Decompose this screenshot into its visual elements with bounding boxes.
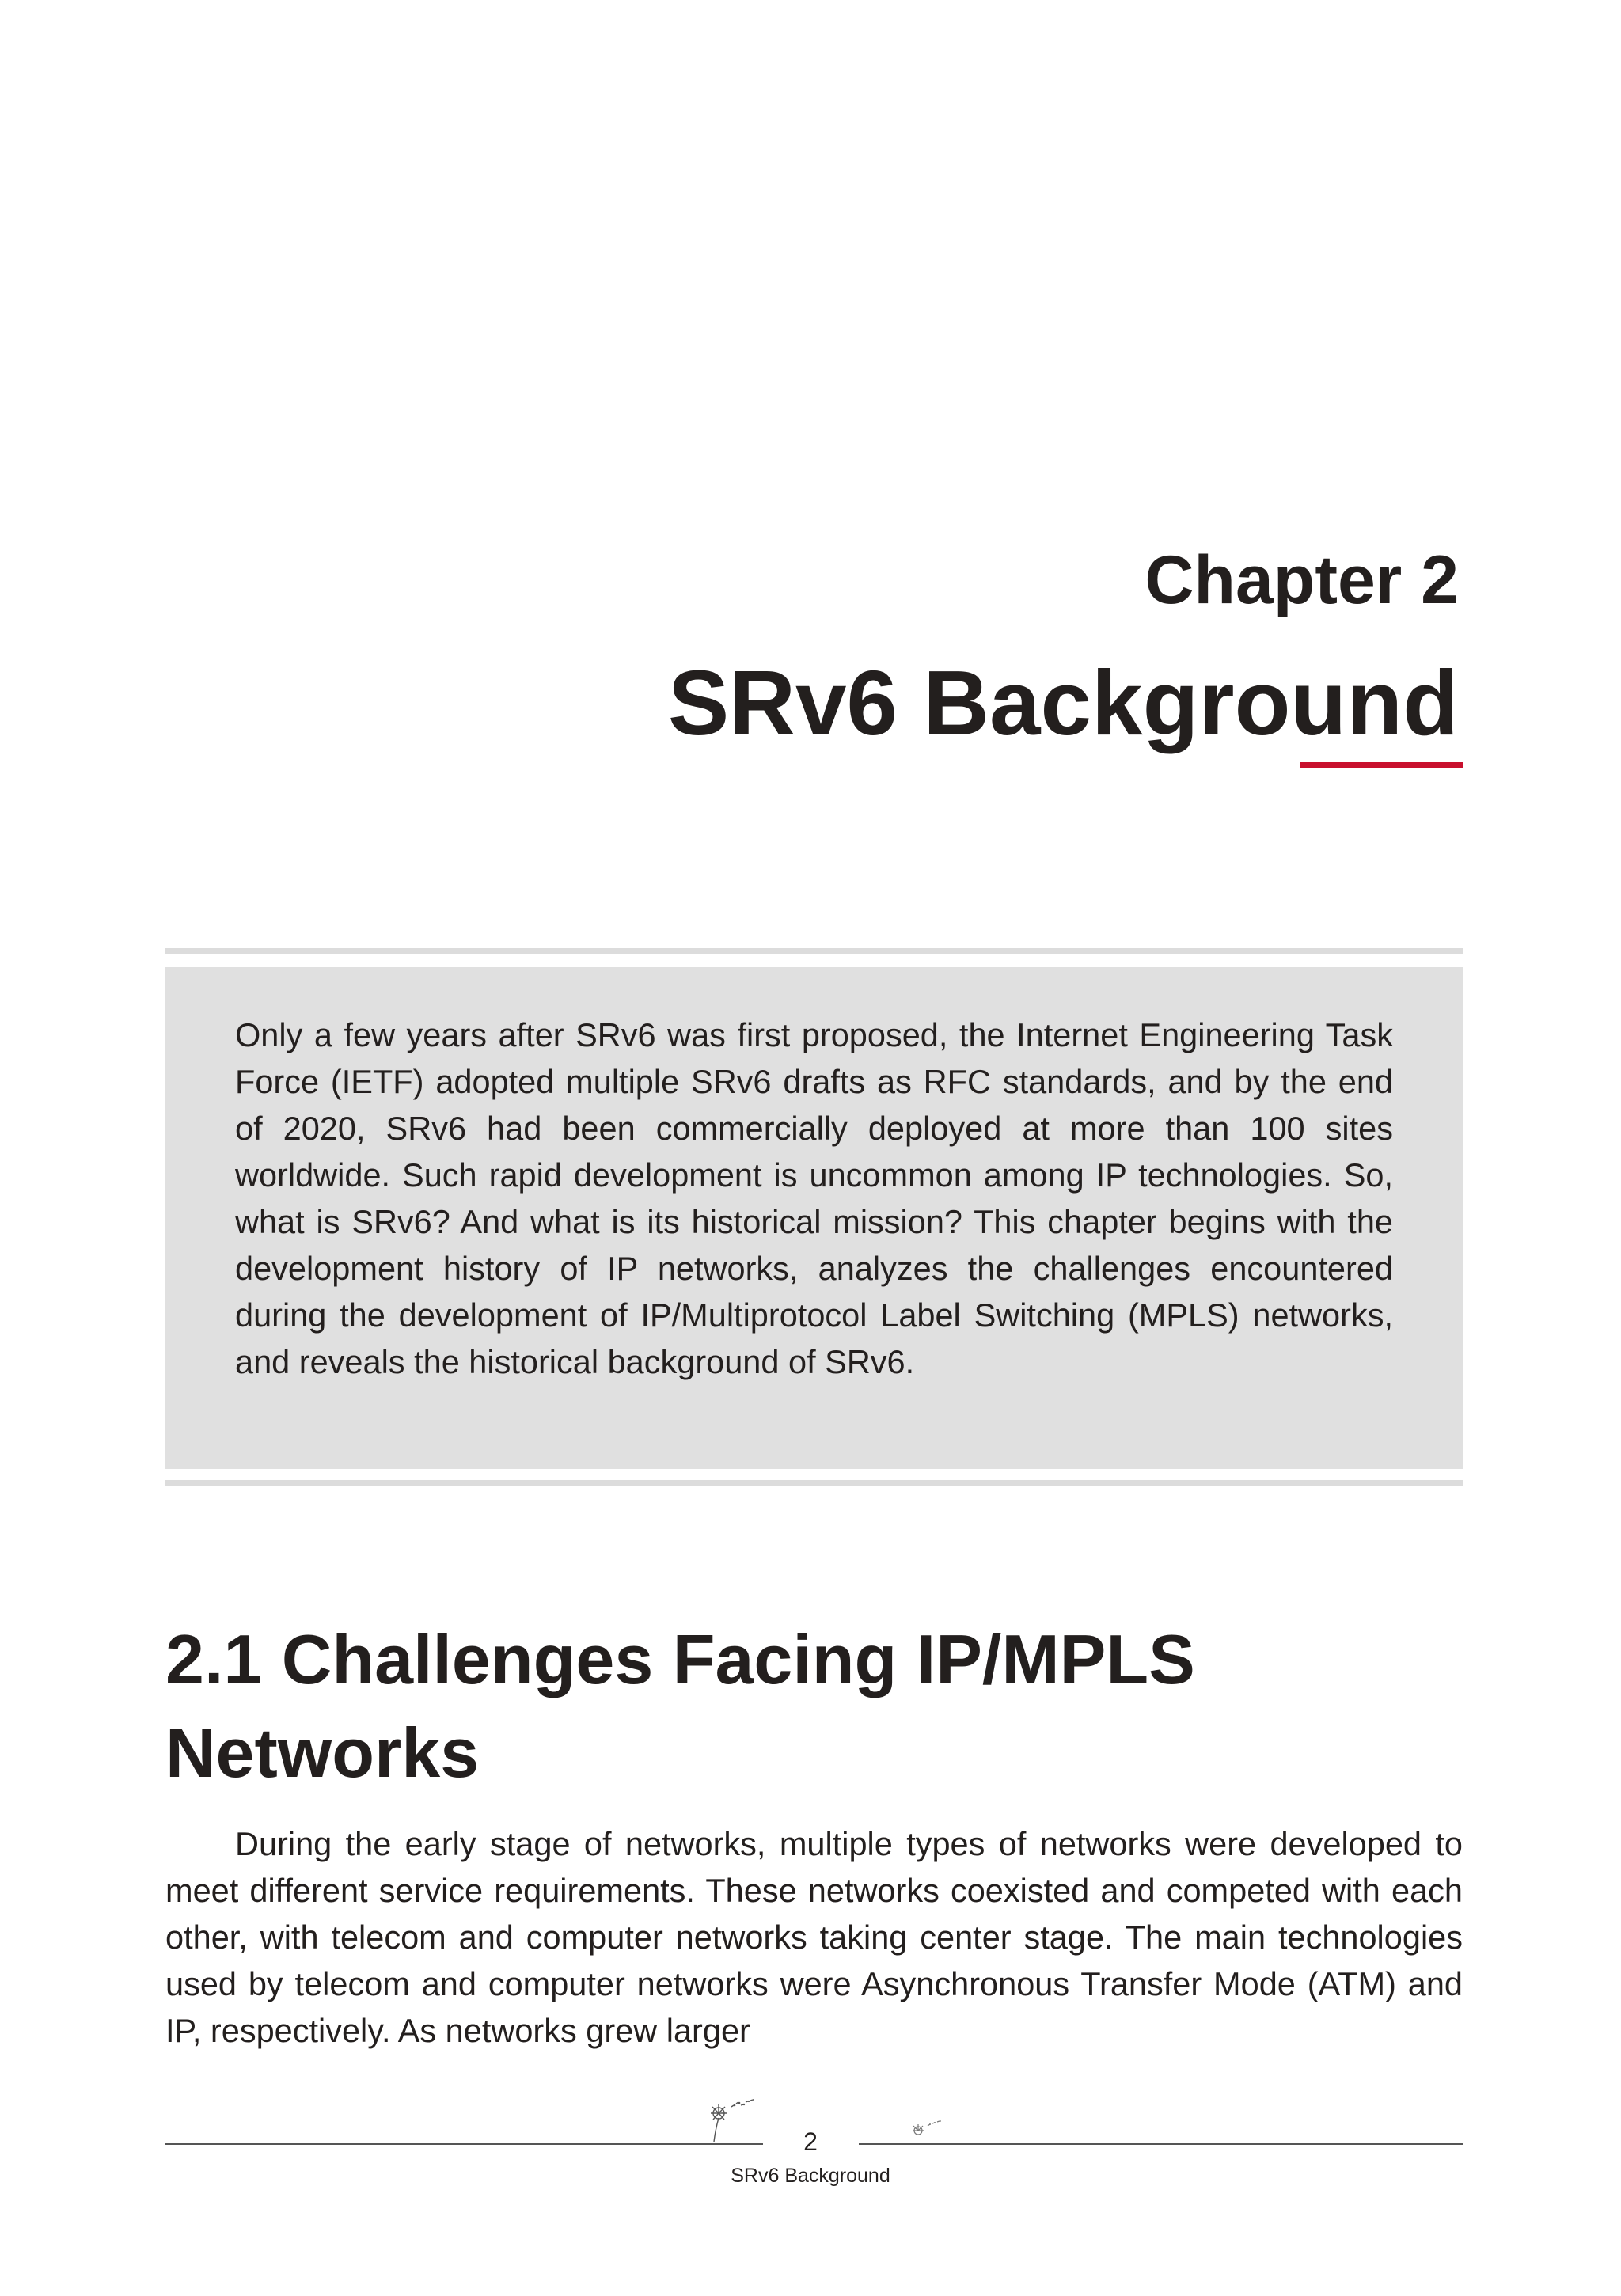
footer-rule-right: [859, 2143, 1463, 2145]
chapter-abstract-box: [165, 967, 1463, 1469]
title-accent-underline: [1300, 762, 1463, 768]
chapter-label: Chapter 2: [1145, 542, 1459, 618]
abstract-bottom-rule: [165, 1480, 1463, 1486]
section-paragraph: During the early stage of networks, multiple types of networks were developed to meet different service requirements. These networks coexisted and competed with each other, with telecom and computer networks taking center stage. The main technologies used by telecom and computer networks were Asynchronous Transfer Mode (ATM) and IP, respectively. As networks grew larger: [165, 1825, 1463, 2049]
footer-chapter-name: SRv6 Background: [731, 2165, 890, 2187]
footer-rule-left: [165, 2143, 763, 2145]
abstract-top-rule: [165, 948, 1463, 954]
section-heading: 2.1 Challenges Facing IP/MPLS Networks: [165, 1620, 1195, 1792]
dandelion-icon: [700, 2097, 763, 2143]
dandelion-seed-icon: [909, 2115, 948, 2140]
chapter-title: SRv6 Background: [667, 651, 1459, 754]
page-number: 2: [803, 2127, 818, 2156]
chapter-abstract-text: Only a few years after SRv6 was first proposed, the Internet Engineering Task Force (IETF) adopted multiple SRv6 drafts as RFC standards, and by the end of 2020, SRv6 had been commercially deployed at more than 100 sites worldwide. Such rapid development is uncommon among IP technologies. So, what is SRv6? And what is its historical mission? This chapter begins with the development history of IP networks, analyzes the challenges encountered during the development of IP/Multiprotocol Label Switching (MPLS) networks, and reveals the historical background of SRv6.: [235, 1016, 1393, 1380]
